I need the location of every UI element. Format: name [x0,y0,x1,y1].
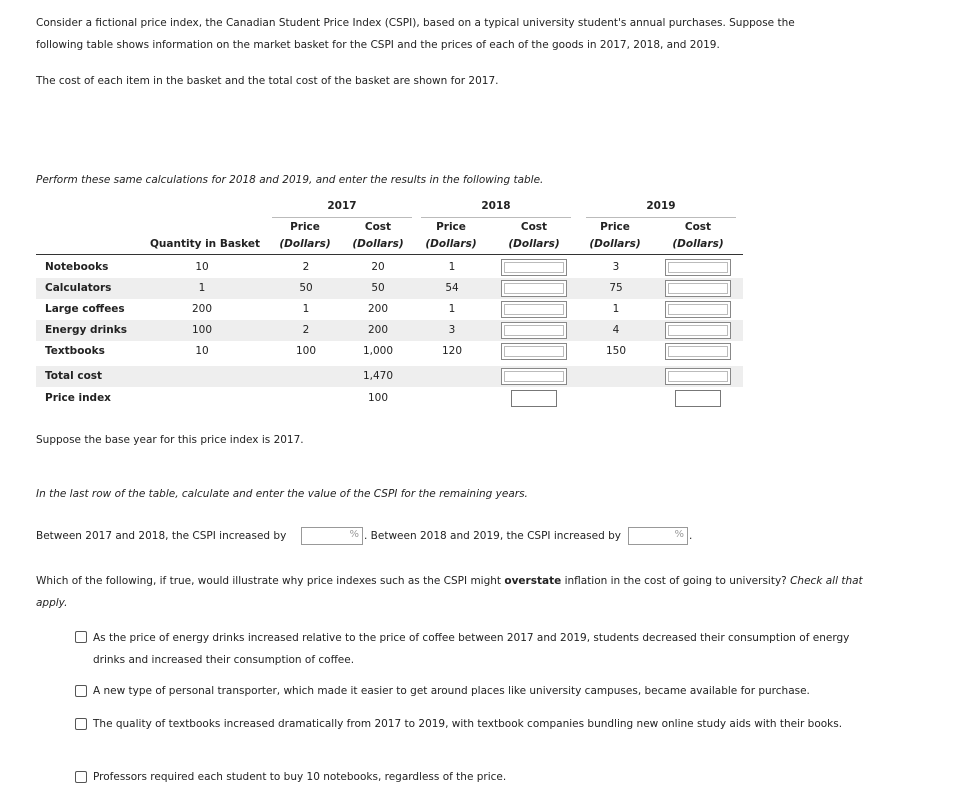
price-2019-cell: 150 [605,345,627,357]
total-cost-2017: 1,470 [362,370,394,382]
item-label: Textbooks [45,345,105,357]
price-2018-cell: 1 [448,303,456,315]
price-index-2019-input[interactable] [675,390,721,407]
table-row-total-cost [36,366,743,387]
cost-2019-unit: (Dollars) [672,238,724,250]
price-index-2018-input[interactable] [511,390,557,407]
percent-sign: % [674,529,684,540]
check-all-instruction: Check all that apply. [36,575,863,609]
cost-2019-input[interactable] [665,259,731,276]
option-4-checkbox[interactable] [75,771,87,783]
quantity-cell: 200 [191,303,213,315]
price-2018-unit: (Dollars) [425,238,477,250]
year-2017-header: 2017 [327,200,357,212]
cost-2019-header: Cost [684,221,712,233]
increase-suffix-text: . [689,530,693,542]
total-cost-2018-input[interactable] [501,368,567,385]
table-row-textbooks [36,341,743,362]
price-2017-header: Price [290,221,320,233]
cost-2018-unit: (Dollars) [508,238,560,250]
price-2019-cell: 3 [612,261,620,273]
year-2019-rule [586,217,736,218]
table-row-notebooks [36,257,743,278]
price-2017-cell: 2 [302,324,310,336]
quantity-cell: 10 [195,345,209,357]
cost-2019-input[interactable] [665,322,731,339]
option-1-checkbox[interactable] [75,631,87,643]
price-2019-header: Price [600,221,630,233]
price-2018-cell: 1 [448,261,456,273]
option-3-label[interactable]: The quality of textbooks increased dramatically from 2017 to 2019, with textbook companies bundling new online study aids with their books. [93,718,843,730]
price-2019-cell: 4 [612,324,620,336]
intro-paragraph [36,12,916,56]
last-row-instruction: In the last row of the table, calculate and enter the value of the CSPI for the remaining years. [36,488,528,500]
option-2-checkbox[interactable] [75,685,87,697]
price-2019-cell: 1 [612,303,620,315]
increase-prefix-text: Between 2017 and 2018, the CSPI increased by [36,530,287,542]
price-2018-cell: 54 [445,282,459,294]
option-1-label[interactable]: As the price of energy drinks increased relative to the price of coffee between 2017 and 2019, students decreased their consumption of energy drinks and increased their consumption of coffee. [93,632,850,666]
option-4-label[interactable]: Professors required each student to buy 10 notebooks, regardless of the price. [93,771,507,783]
cost-2018-input[interactable] [501,301,567,318]
question-text [36,570,866,614]
cost-2017-header: Cost [364,221,392,233]
year-2017-rule [272,217,412,218]
intro-line-1: Consider a fictional price index, the Canadian Student Price Index (CSPI), based on a typical university student's annual purchases. Suppose the [36,17,795,29]
price-2018-header: Price [436,221,466,233]
price-2019-cell: 75 [609,282,623,294]
cspi-table [36,200,746,410]
price-index-label: Price index [45,392,111,404]
cost-2017-cell: 50 [371,282,385,294]
price-2017-cell: 1 [302,303,310,315]
table-row-price-index [36,388,743,409]
year-2019-header: 2019 [646,200,676,212]
option-3-checkbox[interactable] [75,718,87,730]
cost-2017-cell: 1,000 [362,345,394,357]
item-label: Notebooks [45,261,109,273]
year-2018-header: 2018 [481,200,511,212]
increase-2018-2019-input[interactable] [628,527,688,545]
cost-2018-header: Cost [520,221,548,233]
question-text-after: inflation in the cost of going to university? [561,575,791,587]
price-2017-cell: 2 [302,261,310,273]
price-2018-cell: 120 [441,345,463,357]
increase-2017-2018-input[interactable] [301,527,363,545]
quantity-cell: 1 [198,282,206,294]
table-row-energy-drinks [36,320,743,341]
cost-2019-input[interactable] [665,301,731,318]
price-index-2017: 100 [367,392,389,404]
cost-2017-unit: (Dollars) [352,238,404,250]
intro-line-3: The cost of each item in the basket and the total cost of the basket are shown for 2017. [36,75,499,87]
cost-2019-input[interactable] [665,280,731,297]
cost-2019-input[interactable] [665,343,731,360]
percent-sign: % [349,529,359,540]
question-text-before: Which of the following, if true, would illustrate why price indexes such as the CSPI might [36,575,505,587]
item-label: Calculators [45,282,112,294]
cost-2018-input[interactable] [501,259,567,276]
base-year-text: Suppose the base year for this price index is 2017. [36,434,304,446]
cost-2018-input[interactable] [501,343,567,360]
cost-2018-input[interactable] [501,280,567,297]
intro-line-2: following table shows information on the market basket for the CSPI and the prices of each of the goods in 2017, 2018, and 2019. [36,39,720,51]
total-cost-2019-input[interactable] [665,368,731,385]
cost-2018-input[interactable] [501,322,567,339]
instruction-text: Perform these same calculations for 2018 and 2019, and enter the results in the following table. [36,174,544,186]
item-label: Energy drinks [45,324,127,336]
increase-middle-text: . Between 2018 and 2019, the CSPI increased by [364,530,621,542]
quantity-header: Quantity in Basket [149,238,260,250]
cost-2017-cell: 200 [367,303,389,315]
cost-2017-cell: 20 [371,261,385,273]
item-label: Large coffees [45,303,125,315]
price-2017-unit: (Dollars) [279,238,331,250]
cost-2017-cell: 200 [367,324,389,336]
price-2017-cell: 50 [299,282,313,294]
table-row-large-coffees [36,299,743,320]
year-2018-rule [421,217,571,218]
option-2-label[interactable]: A new type of personal transporter, which made it easier to get around places like university campuses, became available for purchase. [93,685,810,697]
total-cost-label: Total cost [45,370,103,382]
quantity-cell: 100 [191,324,213,336]
question-bold-word: overstate [504,575,562,587]
price-2017-cell: 100 [295,345,317,357]
header-rule [36,254,743,255]
price-2018-cell: 3 [448,324,456,336]
price-2019-unit: (Dollars) [589,238,641,250]
quantity-cell: 10 [195,261,209,273]
table-row-calculators [36,278,743,299]
